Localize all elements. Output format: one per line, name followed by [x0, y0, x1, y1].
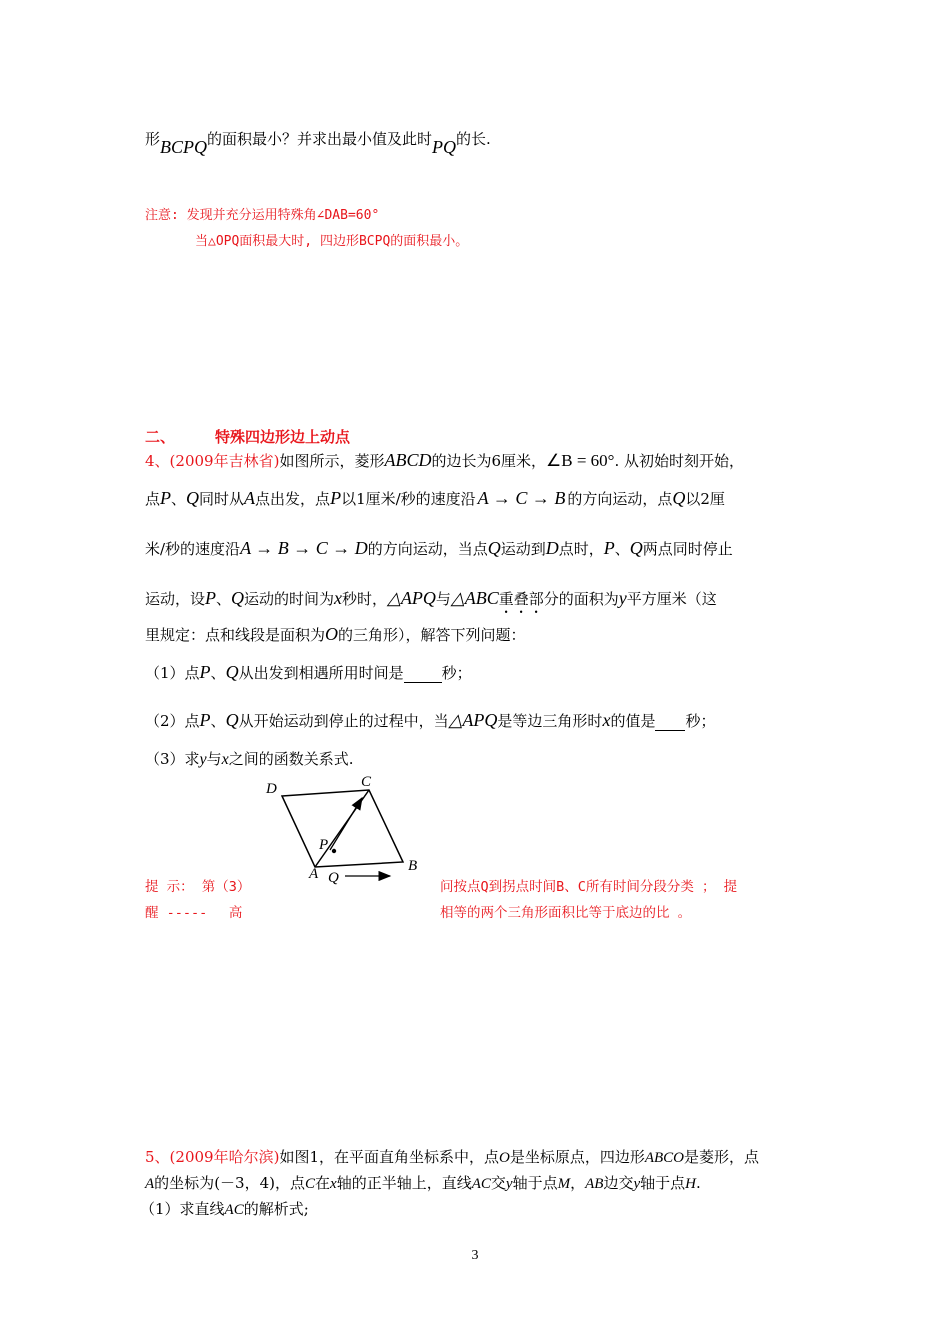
rhombus-abcd: ABCD — [384, 450, 432, 470]
p5-text: 的坐标为 — [154, 1174, 215, 1192]
label-a: A — [309, 866, 319, 882]
q-text: 与 — [206, 750, 222, 768]
segment-pq: PQ — [432, 137, 457, 157]
p4-line-4 — [145, 588, 717, 617]
var-h: H — [685, 1176, 696, 1192]
label-d: D — [266, 781, 277, 797]
hint-right-2: 相等的两个三角形面积比等于底边的比 。 — [440, 905, 692, 921]
p4-text: 点 — [145, 490, 161, 508]
shape-bcpq: BCPQ — [160, 137, 208, 157]
p5-text: ，点 — [274, 1174, 305, 1192]
p4-text: 平方厘米（这 — [626, 590, 717, 608]
point-p — [332, 849, 336, 853]
var-q: Q — [186, 488, 200, 508]
p4-text: 、 — [216, 590, 232, 608]
q-text: 从出发到相遇所用时间是 — [238, 664, 404, 682]
var-zero: O — [325, 624, 339, 644]
label-b: B — [408, 858, 418, 874]
q-text: （3）求 — [145, 750, 200, 768]
note-line-2: 当△OPQ面积最大时, 四边形BCPQ的面积最小。 — [195, 234, 469, 249]
hint-right-1: 问按点Q到拐点时间B、C所有时间分段分类 ； 提 — [440, 879, 738, 895]
intro-line — [145, 128, 491, 157]
var-p: P — [199, 662, 211, 682]
p4-number: 4、 — [145, 452, 170, 470]
p4-text: 的三角形），解答下列问题： — [338, 626, 526, 644]
var-q: Q — [672, 488, 686, 508]
p4-line-2 — [145, 488, 725, 509]
var-p: P — [603, 538, 615, 558]
p4-text: 、 — [614, 540, 630, 558]
p5-text: 在 — [315, 1174, 331, 1192]
p4-text: 点时， — [558, 540, 604, 558]
p4-text: 同时从 — [199, 490, 245, 508]
intro-prefix: 形 — [145, 130, 161, 148]
line-ac: AC — [224, 1202, 244, 1218]
p4-text: 如图所示，菱形 — [279, 452, 385, 470]
diagonal-ac — [315, 790, 369, 867]
p4-text: 的方向运动，点 — [567, 490, 673, 508]
answer-blank-2 — [655, 712, 685, 731]
var-q: Q — [629, 538, 643, 558]
p4-text: 运动的时间为 — [244, 590, 335, 608]
var-o: O — [498, 1150, 510, 1166]
angle-b: ∠B = 60° — [546, 451, 615, 470]
section-heading — [145, 426, 350, 447]
p5-text: . — [695, 1174, 701, 1192]
label-c: C — [361, 774, 372, 790]
p5-text: 边交 — [603, 1174, 634, 1192]
p4-text: 以1厘米/秒的速度沿 — [341, 490, 476, 508]
q-text: （2）点 — [145, 712, 200, 730]
q-text: 的值是 — [610, 712, 656, 730]
p4-text: 米/秒的速度沿 — [145, 540, 241, 558]
p5-text: 轴于点 — [640, 1174, 686, 1192]
var-p: P — [330, 488, 342, 508]
var-m: M — [557, 1176, 571, 1192]
p5-text: ， — [570, 1174, 586, 1192]
q-text: 、 — [210, 712, 226, 730]
p4-question-2 — [145, 710, 715, 731]
var-q: Q — [225, 662, 239, 682]
hint-left-2: 醒 ----- 高 — [145, 905, 243, 921]
section-number: 二、 — [145, 428, 176, 446]
var-q: Q — [225, 710, 239, 730]
section-title: 特殊四边形边上动点 — [215, 428, 351, 446]
label-q: Q — [328, 870, 339, 886]
side-ab: AB — [585, 1176, 604, 1192]
arrow-p — [330, 798, 362, 850]
rhombus-abco: ABCO — [644, 1150, 685, 1166]
var-c: C — [305, 1176, 316, 1192]
var-a: A — [244, 488, 256, 508]
p5-question-1 — [140, 1198, 309, 1219]
overlap-emphasis: 重叠部 — [498, 590, 544, 608]
q-text: 的解析式; — [243, 1200, 309, 1218]
intro-suffix: 的长. — [456, 130, 491, 148]
p4-line-1 — [145, 450, 744, 471]
p4-text: 的方向运动，当点 — [367, 540, 488, 558]
path-abcd: A → B → C → D — [240, 538, 368, 558]
var-y: y — [199, 751, 207, 768]
answer-blank-1 — [404, 664, 442, 683]
p4-text: 与 — [435, 590, 451, 608]
var-p: P — [205, 588, 217, 608]
p5-line-2 — [145, 1172, 701, 1193]
p4-text: 两点同时停止 — [642, 540, 733, 558]
p4-text: . 从初始时刻开始， — [614, 452, 745, 470]
p4-line-3 — [145, 538, 733, 559]
p5-source: (2009年哈尔滨) — [169, 1148, 280, 1166]
p5-text: 如图1，在平面直角坐标系中，点 — [279, 1148, 499, 1166]
rhombus-figure — [258, 770, 428, 890]
hint-left-1: 提 示： 第（3） — [145, 879, 251, 895]
note-line-1: 注意: 发现并充分运用特殊角∠DAB=60° — [145, 208, 380, 223]
var-d: D — [545, 538, 559, 558]
var-x: x — [334, 588, 343, 608]
var-p: P — [160, 488, 172, 508]
p5-line-1 — [145, 1146, 759, 1167]
p4-text: 以2厘 — [685, 490, 725, 508]
triangle-apq: △APQ — [387, 588, 436, 608]
var-x: x — [330, 1176, 337, 1192]
var-x: x — [221, 751, 229, 768]
p5-text: 是菱形，点 — [684, 1148, 760, 1166]
q-text: 从开始运动到停止的过程中，当 — [238, 712, 449, 730]
p4-line-5 — [145, 624, 526, 645]
q-text: （1）求直线 — [140, 1200, 225, 1218]
q-text: 之间的函数关系式. — [228, 750, 354, 768]
p4-text: 点出发，点 — [255, 490, 331, 508]
path-acb: A → C → B — [477, 488, 566, 508]
p5-text: 轴的正半轴上，直线 — [336, 1174, 472, 1192]
var-y: y — [633, 1176, 641, 1192]
var-y: y — [505, 1176, 513, 1192]
var-q: Q — [487, 538, 501, 558]
var-q: Q — [231, 588, 245, 608]
q-text: 是等边三角形时 — [497, 712, 603, 730]
var-a: A — [145, 1176, 155, 1192]
p4-text: 运动到 — [500, 540, 546, 558]
var-p: P — [199, 710, 211, 730]
q-text: （1）点 — [145, 664, 200, 682]
p5-number: 5、 — [145, 1148, 170, 1166]
var-x: x — [602, 710, 611, 730]
p4-text: 、 — [171, 490, 187, 508]
triangle-abc: △ABC — [450, 588, 499, 608]
p4-text: 的边长为6厘米， — [431, 452, 546, 470]
p4-question-3 — [145, 748, 354, 769]
p5-text: 交 — [490, 1174, 506, 1192]
p4-text: 分的面积为 — [543, 590, 619, 608]
q-text: 秒； — [441, 664, 472, 682]
label-p: P — [319, 837, 329, 853]
p5-text: 是坐标原点，四边形 — [509, 1148, 645, 1166]
p4-text: 里规定：点和线段是面积为 — [145, 626, 326, 644]
p4-question-1 — [145, 662, 472, 683]
intro-mid: 的面积最小？并求出最小值及此时 — [207, 130, 433, 148]
coordinate-a: (－3，4) — [214, 1174, 275, 1192]
q-text: 秒； — [685, 712, 716, 730]
p4-source: (2009年吉林省) — [169, 452, 280, 470]
line-ac: AC — [471, 1176, 491, 1192]
p4-text: 秒时， — [342, 590, 388, 608]
p4-text: 运动，设 — [145, 590, 206, 608]
var-y: y — [618, 588, 627, 608]
p5-text: 轴于点 — [512, 1174, 558, 1192]
triangle-apq: △APQ — [448, 710, 498, 730]
page-number: 3 — [471, 1248, 479, 1263]
q-text: 、 — [210, 664, 226, 682]
